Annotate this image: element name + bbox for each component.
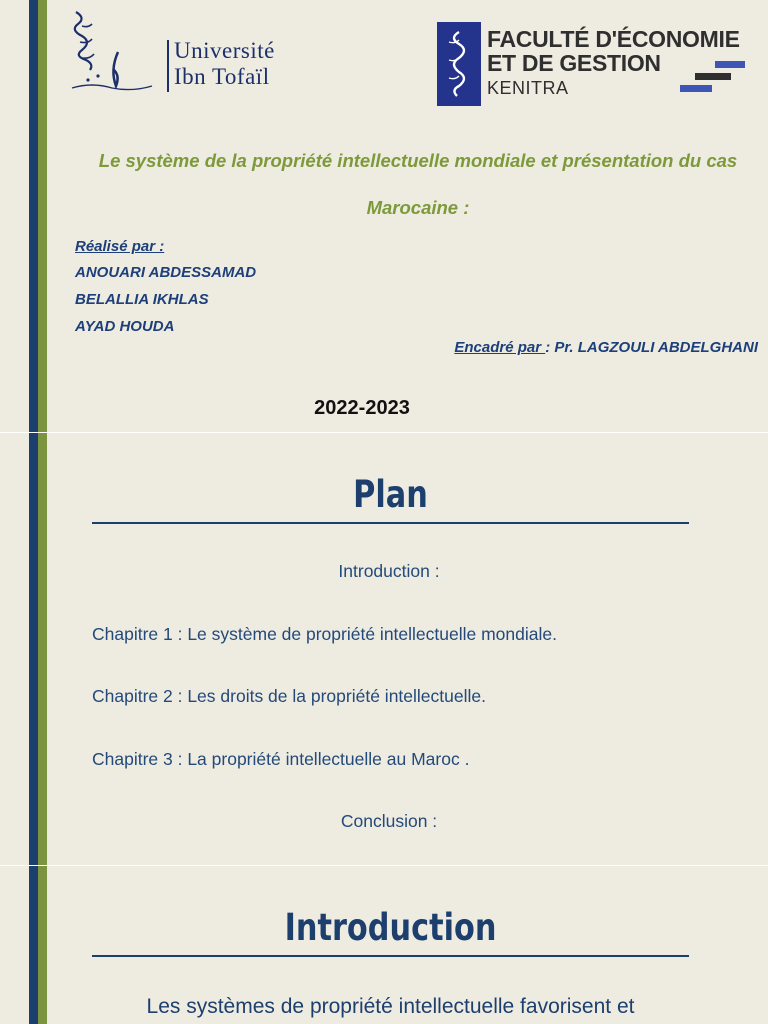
heading-rule — [92, 955, 689, 957]
introduction-slide — [0, 866, 768, 1024]
side-bar-green — [38, 866, 47, 1024]
side-bar-blue — [29, 0, 38, 432]
realise-label: Réalisé par : — [75, 238, 165, 255]
faculty-name-line2: ET DE GESTION — [487, 50, 661, 76]
logo-divider — [167, 40, 169, 92]
cover-title-line1: Le système de la propriété intellectuelle mondiale et présentation du cas — [98, 150, 738, 171]
introduction-heading: Introduction — [284, 906, 497, 949]
logo-stripe — [695, 73, 731, 80]
side-bar-blue — [29, 433, 38, 865]
author-name: AYAD HOUDA — [75, 318, 175, 335]
faculty-emblem-icon — [437, 22, 481, 106]
side-bar-blue — [29, 866, 38, 1024]
introduction-text: Les systèmes de propriété intellectuelle favorisent et — [146, 995, 635, 1018]
academic-year: 2022-2023 — [314, 397, 410, 419]
plan-item-chapter-2: Chapitre 2 : Les droits de la propriété intellectuelle. — [92, 686, 486, 706]
cover-slide — [0, 0, 768, 432]
university-emblem-icon — [68, 8, 168, 98]
side-bar-green — [38, 0, 47, 432]
side-bar-green — [38, 433, 47, 865]
plan-item-chapter-1: Chapitre 1 : Le système de propriété intellectuelle mondiale. — [92, 624, 557, 644]
plan-item-conclusion: Conclusion : — [340, 811, 438, 831]
logo-stripe — [715, 61, 745, 68]
supervisor-label: Encadré par — [454, 339, 546, 356]
plan-slide — [0, 433, 768, 865]
plan-heading: Plan — [353, 473, 428, 516]
cover-title-line2: Marocaine : — [366, 197, 470, 218]
supervisor — [454, 339, 758, 356]
faculty-name-line1: FACULTÉ D'ÉCONOMIE — [487, 26, 740, 52]
faculty-city: KENITRA — [487, 78, 569, 98]
plan-item-chapter-3: Chapitre 3 : La propriété intellectuelle au Maroc . — [92, 749, 470, 769]
author-name: ANOUARI ABDESSAMAD — [75, 264, 257, 281]
university-name-line2: Ibn Tofaïl — [174, 64, 270, 89]
heading-rule — [92, 522, 689, 524]
supervisor-name: : Pr. LAGZOULI ABDELGHANI — [545, 339, 758, 356]
university-logo — [68, 8, 318, 98]
university-name-line1: Université — [174, 38, 275, 63]
plan-item-introduction: Introduction : — [338, 561, 440, 581]
author-name: BELALLIA IKHLAS — [75, 291, 209, 308]
logo-stripe — [680, 85, 712, 92]
university-name — [174, 38, 275, 90]
faculty-logo — [437, 22, 757, 110]
